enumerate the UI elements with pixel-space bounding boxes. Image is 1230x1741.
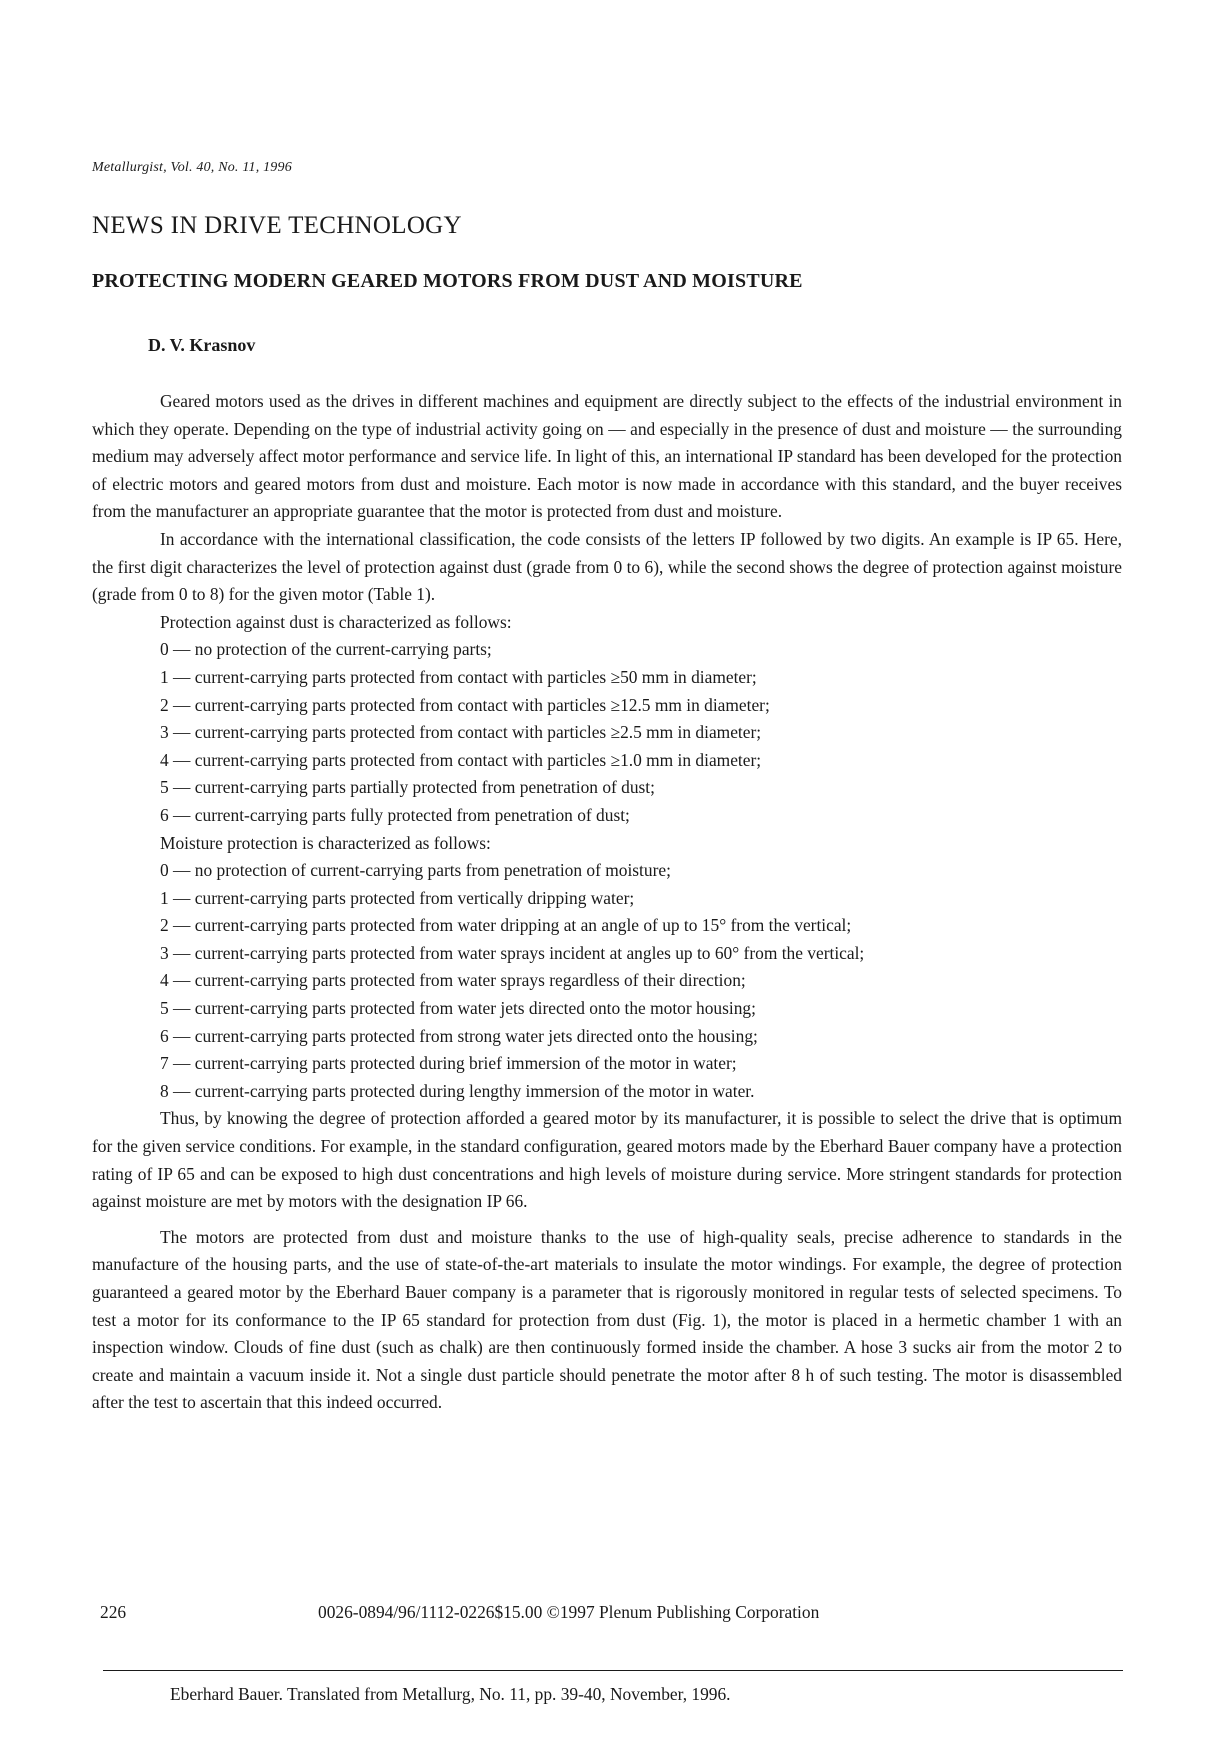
moisture-list-heading: Moisture protection is characterized as follows:: [160, 832, 491, 853]
article-title: PROTECTING MODERN GEARED MOTORS FROM DUST AND MOISTURE: [92, 270, 803, 292]
list-item: 1 — current-carrying parts protected from contact with particles ≥50 mm in diameter;: [160, 666, 757, 687]
list-item: 2 — current-carrying parts protected from water dripping at an angle of up to 15° from the vertical;: [160, 915, 852, 936]
list-item: 3 — current-carrying parts protected from contact with particles ≥2.5 mm in diameter;: [160, 722, 762, 743]
article-body: [92, 388, 1122, 1417]
list-item: 3 — current-carrying parts protected from water sprays incident at angles up to 60° from the vertical;: [160, 942, 865, 963]
paragraph-selection: Thus, by knowing the degree of protection afforded a geared motor by its manufacturer, it is possible to select the drive that is optimum for the given service conditions. For example, in the standard configuration, geared motors made by the Eberhard Bauer company have a protection rating of IP 65 and can be exposed to high dust concentrations and high levels of moisture during service. More stringent standards for protection against moisture are met by motors with the designation IP 66.: [92, 1108, 1122, 1212]
dust-list-heading: Protection against dust is characterized as follows:: [160, 611, 512, 632]
author-name: D. V. Krasnov: [148, 335, 256, 355]
list-item: 1 — current-carrying parts protected from vertically dripping water;: [160, 887, 635, 908]
paragraph-testing: The motors are protected from dust and moisture thanks to the use of high-quality seals, precise adherence to standards in the manufacture of the housing parts, and the use of state-of-the-art materials to insulate the motor windings. For example, the degree of protection guaranteed a geared motor by the Eberhard Bauer company is a parameter that is rigorously monitored in regular tests of selected specimens. To test a motor for its conformance to the IP 65 standard for protection from dust (Fig. 1), the motor is placed in a hermetic chamber 1 with an inspection window. Clouds of fine dust (such as chalk) are then continuously formed inside the chamber. A hose 3 sucks air from the motor 2 to create and maintain a vacuum inside it. Not a single dust particle should penetrate the motor after 8 h of such testing. The motor is disassembled after the test to ascertain that this indeed occurred.: [92, 1226, 1122, 1413]
dust-protection-list: [92, 636, 1122, 829]
footnote: Eberhard Bauer. Translated from Metallurg, No. 11, pp. 39-40, November, 1996.: [170, 1684, 731, 1704]
list-item: 8 — current-carrying parts protected during lengthy immersion of the motor in water.: [160, 1080, 755, 1101]
list-item: 6 — current-carrying parts fully protected from penetration of dust;: [160, 804, 630, 825]
list-item: 7 — current-carrying parts protected during brief immersion of the motor in water;: [160, 1053, 737, 1074]
list-item: 2 — current-carrying parts protected from contact with particles ≥12.5 mm in diameter;: [160, 694, 770, 715]
running-head: Metallurgist, Vol. 40, No. 11, 1996: [92, 160, 292, 175]
paragraph-intro: Geared motors used as the drives in different machines and equipment are directly subject to the effects of the industrial environment in which they operate. Depending on the type of industrial activity going on — and especially in the presence of dust and moisture — the surrounding medium may adversely affect motor performance and service life. In light of this, an international IP standard has been developed for the protection of electric motors and geared motors from dust and moisture. Each motor is now made in accordance with this standard, and the buyer receives from the manufacturer an appropriate guarantee that the motor is protected from dust and moisture.: [92, 391, 1122, 522]
page-number: 226: [100, 1602, 127, 1622]
footnote-divider: [103, 1670, 1123, 1671]
publication-code: 0026-0894/96/1112-0226$15.00 ©1997 Plenum Publishing Corporation: [318, 1602, 820, 1622]
list-item: 4 — current-carrying parts protected from water sprays regardless of their direction;: [160, 970, 746, 991]
moisture-protection-list: [92, 857, 1122, 1105]
paragraph-classification: In accordance with the international classification, the code consists of the letters IP followed by two digits. An example is IP 65. Here, the first digit characterizes the level of protection against dust (grade from 0 to 6), while the second shows the degree of protection against moisture (grade from 0 to 8) for the given motor (Table 1).: [92, 528, 1122, 605]
list-item: 5 — current-carrying parts protected from water jets directed onto the motor housing;: [160, 998, 756, 1019]
section-title: NEWS IN DRIVE TECHNOLOGY: [92, 212, 462, 239]
list-item: 4 — current-carrying parts protected from contact with particles ≥1.0 mm in diameter;: [160, 749, 762, 770]
list-item: 6 — current-carrying parts protected from strong water jets directed onto the housing;: [160, 1025, 758, 1046]
list-item: 0 — no protection of the current-carrying parts;: [160, 639, 492, 660]
list-item: 0 — no protection of current-carrying parts from penetration of moisture;: [160, 860, 671, 881]
list-item: 5 — current-carrying parts partially protected from penetration of dust;: [160, 777, 655, 798]
